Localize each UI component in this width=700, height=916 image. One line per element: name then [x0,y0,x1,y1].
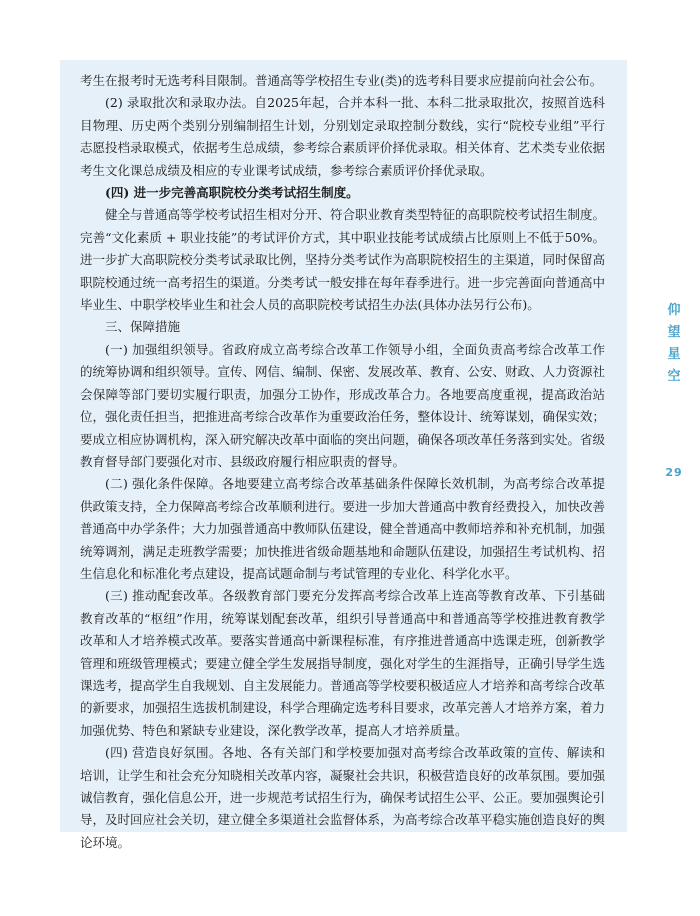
paragraph: (2) 录取批次和录取办法。自2025年起，合并本科一批、本科二批录取批次，按照首选科目物理、历史两个类别分别编制招生计划，分别划定录取控制分数线，实行“院校专业组”平行志愿投档录取模式，依据考生总成绩，参考综合素质评价择优录取。相关体育、艺术类专业依据考生文化课总成绩及相应的专业课考试成绩，参考综合素质评价择优录取。 [80,95,606,178]
paragraph: (二) 强化条件保障。各地要建立高考综合改革基础条件保障长效机制，为高考综合改革提供政策支持，全力保障高考综合改革顺利进行。要进一步加大普通高中教育经费投入，加快改善普通高中办学条件；大力加强普通高中教师队伍建设，健全普通高中教师培养和补充机制，加强统筹调剂，满足走班教学需要；加快推进省级命题基地和命题队伍建设，加强招生考试机构、招生信息化和标准化考点建设，提高试题命制与考试管理的专业化、科学化水平。 [80,476,606,581]
side-title-char: 仰 [667,303,681,318]
paragraph: 健全与普通高等学校考试招生相对分开、符合职业教育类型特征的高职院校考试招生制度。完善“文化素质 + 职业技能”的考试评价方式，其中职业技能考试成绩占比原则上不低于50%。进一步扩大高职院校分类考试录取比例，坚持分类考试作为高职院校招生的主渠道，同时保留高职院校通过统一高考招生的渠道。分类考试一般安排在每年春季进行。进一步完善面向普通高中毕业生、中职学校毕业生和社会人员的高职院校考试招生办法(具体办法另行公布)。 [80,207,606,313]
paragraph: 考生在报考时无选考科目限制。普通高等学校招生专业(类)的选考科目要求应提前向社会公布。 [80,73,603,88]
side-section-title [654,300,694,388]
section-heading: 三、保障措施 [105,319,181,335]
document-body [80,70,605,854]
paragraph: (四) 营造良好氛围。各地、各有关部门和学校要加强对高考综合改革政策的宣传、解读和培训，让学生和社会充分知晓相关改革内容，凝聚社会共识，积极营造良好的改革氛围。要加强诚信教育，强化信息公开，进一步规范考试招生行为，确保考试招生公平、公正。要加强舆论引导，及时回应社会关切，建立健全多渠道社会监督体系，为高考综合改革平稳实施创造良好的舆论环境。 [80,745,606,850]
paragraph: (一) 加强组织领导。省政府成立高考综合改革工作领导小组，全面负责高考综合改革工作的统筹协调和组织领导。宣传、网信、编制、保密、发展改革、教育、公安、财政、人力资源社会保障等部门要切实履行职责，加强分工协作，形成改革合力。各地要高度重视，提高政治站位，强化责任担当，把推进高考综合改革作为重要政治任务，整体设计、统筹谋划，确保实效；要成立相应协调机构，深入研究解决改革中面临的突出问题，确保各项改革任务落到实处。省级教育督导部门要强化对市、县级政府履行相应职责的督导。 [80,341,606,469]
side-title-char: 空 [667,369,681,384]
side-title-char: 星 [667,347,681,362]
section-heading: (四) 进一步完善高职院校分类考试招生制度。 [105,185,359,201]
page-number: 29 [665,466,683,479]
paragraph: (三) 推动配套改革。各级教育部门要充分发挥高考综合改革上连高等教育改革、下引基础教育改革的“枢纽”作用，统筹谋划配套改革，组织引导普通高中和普通高等学校推进教育教学改革和人才培养模式改革。要落实普通高中新课程标准，有序推进普通高中选课走班，创新教学管理和班级管理模式；要建立健全学生发展指导制度，强化对学生的生涯指导，正确引导学生选课选考，提高学生自我规划、自主发展能力。普通高等学校要积极适应人才培养和高考综合改革的新要求，加强招生选拔机制建设，科学合理确定选考科目要求，改革完善人才培养方案，着力加强优势、特色和紧缺专业建设，深化教学改革，提高人才培养质量。 [80,588,606,738]
side-title-char: 望 [667,325,681,340]
